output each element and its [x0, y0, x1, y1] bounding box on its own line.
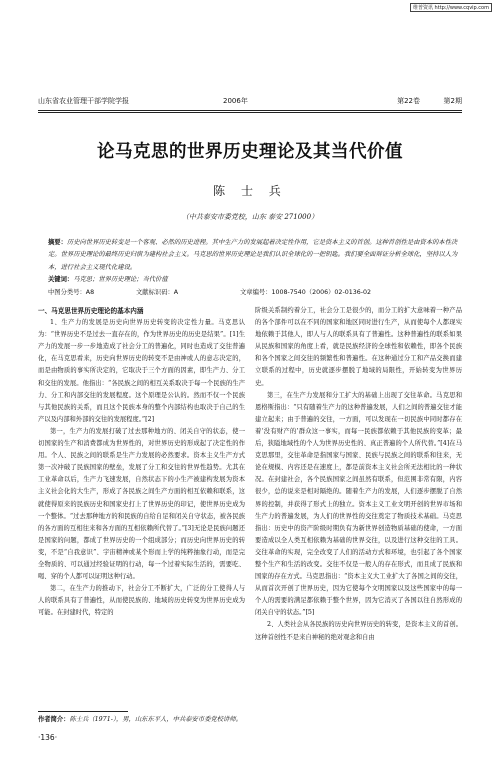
body-column-right: [255, 305, 462, 644]
body-paragraph: 1、生产力的发展是历史向世界历史转变的决定性力量。马克思认为：“世界历史不是过去一直存在的，作为世界历史的历史是结果”。[1]生产力的发展一步一步地造成了社会分工的普遍化，同时也造成了交往普遍化，在马克思看来，历史向世界历史的转变不是由神或人的意志决定的，而是由物质的事实所决定的，它取决于三个方面的因素，即生产力、分工和交往的发展。他指出：“各民族之间的相互关系取决于每一个民族的生产力、分工和内部交往的发展程度。这个原理是公认的。然而不仅一个民族与其他民族的关系，而且这个民族本身的整个内部结构也取决于自己的生产以及内部和外部的交往的发展程度。”[2]: [38, 319, 245, 423]
article-author: 陈 士 兵: [213, 184, 287, 198]
clc-number: 中图分类号：A8: [48, 289, 95, 296]
keywords-label: 关键词：: [48, 276, 74, 283]
body-paragraph: 2、人类社会从各民族的历史向世界历史的转变，是资本主义的首创。这种首创性不是来自神秘的绝对观念和自由: [255, 621, 462, 641]
body-paragraph: 第二，在生产力的推动下，社会分工不断扩大，广泛的分工使得人与人的联系具有了普遍性，从而使民族的、地域的历史转变为世界历史成为可能。在封建时代，特定的: [38, 585, 245, 617]
page-number: ·136·: [38, 733, 58, 742]
article-number: 文章编号：1008-7540（2006）02-0136-02: [240, 289, 372, 296]
keywords-text: 马克思；世界历史理论；当代价值: [73, 276, 168, 283]
body-paragraph: 第一，生产力的发展打破了过去那种地方的、闭关自守的状态，使一切国家的生产和消费都成为世界性的，对世界历史的形成起了决定性的作用。个人、民族之间的联系是生产力发展的必然要求。资本主义生产方式第一次冲破了民族国家的壁垒，发展了分工和交往的世界性趋势。尤其在工业革命以后，生产力飞速发展，自然状态下的小生产被建构发展为资本主义社会化的大生产，形成了各民族之间生产方面的相互依赖和联系，这就使得原来的民族历史和国家史打上了世界历史的印记，使世界历史成为一个整体。“过去那种地方的和民族的自给自足和闭关自守状态，被各民族的各方面的互相往来和各方面的互相依赖所代替了。”[3]无论是民族问题还是国家的问题，都成了世界历史的一个组成部分；而历史向世界历史的转变，不是“自我意识”、宇宙精神或某个形而上学的纯粹抽象行动，而是完全物质的、可以通过经验证明的行动，每一个过着实际生活的，需要吃、喝、穿的个人都可以证明这种行动。: [38, 427, 245, 581]
footnote-label: 作者简介：: [38, 716, 70, 723]
header-rule-thin: [38, 112, 462, 113]
abstract: [48, 237, 458, 274]
author-footnote: [38, 714, 460, 723]
running-header: [38, 96, 462, 108]
journal-issue: 第2期: [443, 97, 462, 105]
journal-volume: 第22卷: [397, 97, 420, 105]
abstract-label: 摘要：: [48, 239, 67, 246]
body-column-left: [38, 305, 245, 619]
footnote-text: 陈士兵（1971-），男，山东东平人，中共泰安市委党校讲师。: [69, 716, 242, 723]
document-code: 文献标识码：A: [136, 289, 179, 296]
author-affiliation: （中共泰安市委党校，山东 泰安 271000）: [181, 213, 319, 221]
body-paragraph: 阶级关系制约着分工，社会分工是很少的，而分工的扩大意味着一种产品的各个部件可以在不同的国家和地区同时进行生产，从而使每个人都现实地依赖于其他人，即人与人的联系具有了普遍性。这种普遍性的联系如果从民族和国家的角度上看，就是民族经济的全球性和依赖性，即各个民族和各个国家之间交往的频繁性和普遍性。在这种通过分工和产品交换而建立联系的过程中，历史就逐步摆脱了地域的局限性，开始转变为世界历史。: [255, 307, 462, 387]
journal-name: 山东省农业管理干部学院学报: [38, 97, 129, 105]
section-heading: 一、马克思世界历史理论的基本内涵: [38, 307, 144, 315]
footnote-rule: [38, 711, 128, 712]
keywords: [48, 274, 458, 283]
source-watermark: 维普资讯 http://www.cqvip.com: [410, 3, 492, 12]
body-paragraph: 第三，在生产力发展和分工扩大的基础上出现了交往革命。马克思和恩格斯指出：“只有随着生产力的这种普遍发展，人们之间的普遍交往才能建立起来；由于普遍的交往，一方面，可以发现在一切民族中同时都存在着‘没有财产的’群众这一事实，而每一民族都依赖于其他民族的变革；最后，狭隘地域性的个人为世界历史性的、真正普遍的个人所代替。”[4]在马克思那里，交往革命是指国家与国家、民族与民族之间的联系和往来，无论在规模、内容还是在速度上，都是前资本主义社会所无法相比的一种状况。在封建社会，各个民族国家之间虽然有联系，但范围非常有限，内容很少，总的说来是相对隔绝的。随着生产力的发展，人们逐步摆脱了自然界的控制，并获得了形式上的独立。资本主义工业文明开创的世界市场和生产力的普遍发展，为人们的世界性的交往奠定了物质技术基础。马克思指出：历史中的资产阶级时期负有为新世界创造物质基础的使命，一方面要造成以全人类互相依赖为基础的世界交往，以及进行这种交往的工具。交往革命的实现，完全改变了人们的活动方式和环境，也引起了各个国家整个生产和生活的改变。交往不仅是一般人的存在形式，而且成了民族和国家的存在方式。马克思指出：“资本主义大工业扩大了各国之间的交往，从而首次开创了世界历史，因为它使每个文明国家以及这些国家中的每一个人的需要的满足都依赖于整个世界，因为它消灭了各国以往自然形成的闭关自守的状态。”[5]: [255, 391, 462, 617]
abstract-text: 历史向世界历史转变是一个客观、必然的历史进程。其中生产力的发展起着决定性作用，它是资本主义的首创。这种首创性是由资本的本性决定。世界历史理论的最终历史归宿为建构社会主义。马克思的世界历史理论是我们认识全球化的一把钥匙。我们要全面辩证分析全球化，坚持以人为本，进行社会主义现代化建设。: [48, 239, 458, 271]
header-rule: [38, 110, 462, 111]
article-title: 论马克思的世界历史理论及其当代价值: [97, 142, 403, 162]
journal-year: 2006年: [223, 97, 248, 105]
